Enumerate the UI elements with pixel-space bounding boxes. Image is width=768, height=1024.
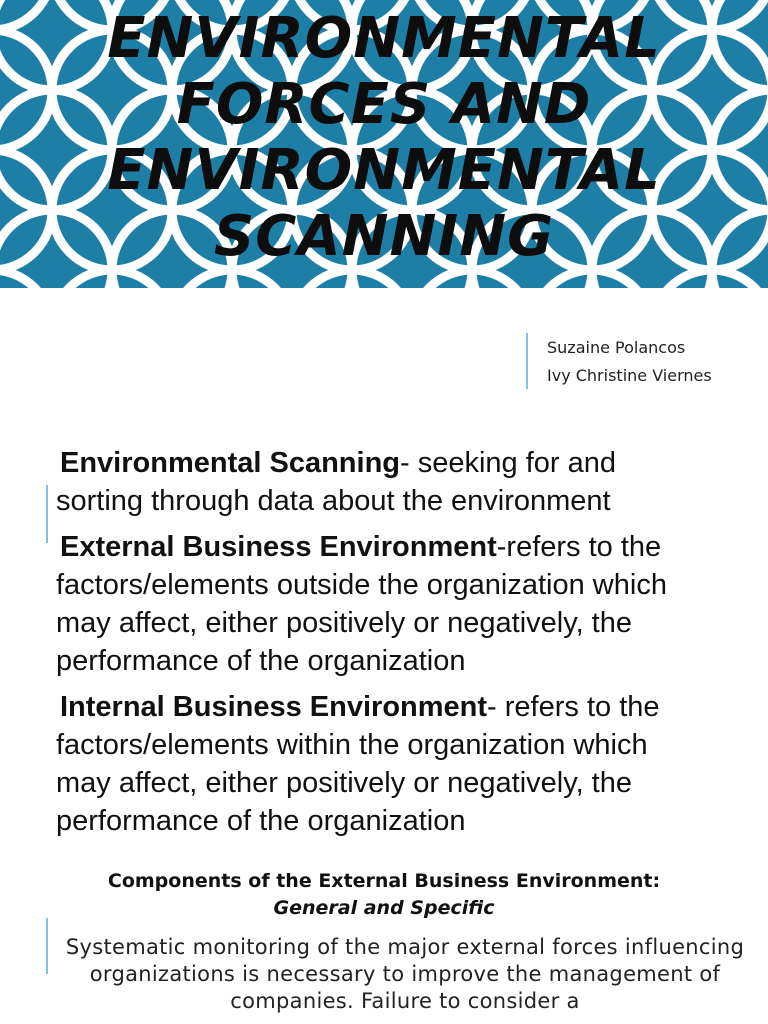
definition-text: -refers to the factors/elements outside the organization which may affect, either positively or negatively, the performance of the organization — [56, 531, 667, 677]
definitions-accent-rule — [46, 485, 48, 543]
components-accent-rule — [46, 918, 48, 974]
author-name: Suzaine Polancos — [547, 338, 686, 357]
author-list — [547, 334, 712, 390]
definition-term: Environmental Scanning — [60, 447, 400, 479]
title-line: ENVIRONMENTAL — [107, 6, 661, 71]
definition-term: Internal Business Environment — [60, 691, 488, 723]
slide-title — [0, 6, 768, 270]
title-banner — [0, 0, 768, 288]
components-heading — [0, 868, 768, 922]
definition-term: External Business Environment — [60, 531, 497, 563]
definitions-list — [56, 444, 696, 848]
components-subtitle: General and Specific — [273, 897, 495, 919]
title-line: FORCES AND — [176, 72, 592, 137]
title-line: SCANNING — [213, 204, 555, 269]
definition-text: - refers to the factors/elements within the organization which may affect, either positively or negatively, the performance of the organization — [56, 691, 660, 837]
definition-item — [56, 688, 696, 840]
definition-text: - seeking for and sorting through data about the environment — [56, 447, 617, 517]
definition-item — [56, 444, 696, 520]
author-name: Ivy Christine Viernes — [547, 366, 712, 385]
components-title: Components of the External Business Environment: — [107, 870, 661, 892]
title-line: ENVIRONMENTAL — [107, 138, 661, 203]
definition-item — [56, 528, 696, 680]
components-body-text: Systematic monitoring of the major external forces influencing organizations is necessary to improve the management of companies. Failure to consider a — [65, 935, 745, 1013]
author-accent-rule — [526, 333, 528, 389]
